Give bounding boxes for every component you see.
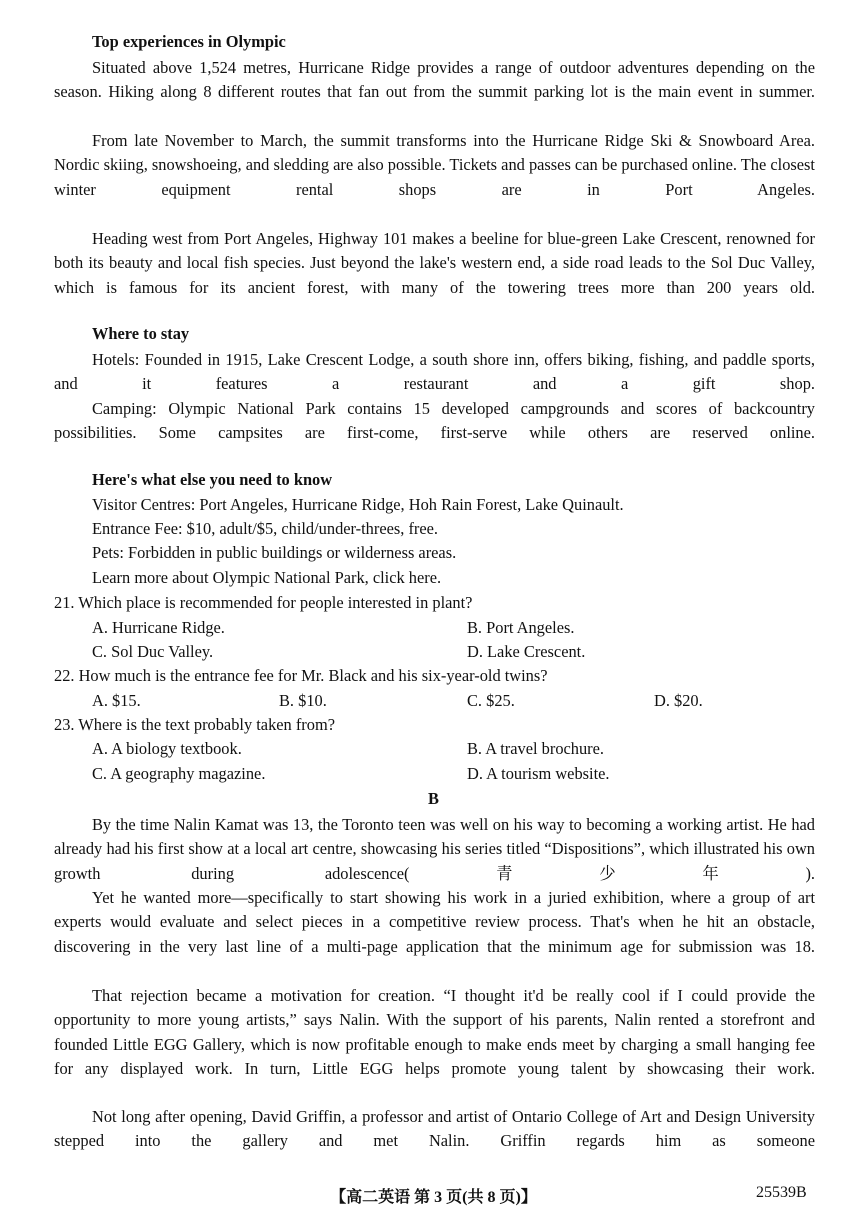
q21-option-c: C. Sol Duc Valley. xyxy=(92,642,214,661)
question-23-stem: 23. Where is the text probably taken from? xyxy=(54,715,335,734)
paragraph-hurricane-ridge: Situated above 1,524 metres, Hurricane Ridge provides a range of outdoor adventures depending on the season. Hiking along 8 different routes that fan out from the summit parking lot is the main event in summer. xyxy=(54,58,815,102)
paragraph-winter: From late November to March, the summit transforms into the Hurricane Ridge Ski & Snowboard Area. Nordic skiing, snowshoeing, and sledding are also possible. Tickets and passes can be purchased online. The closest winter equipment rental shops are in Port Angeles. xyxy=(54,131,815,199)
passage-b-title: B xyxy=(428,789,439,808)
q21-option-a: A. Hurricane Ridge. xyxy=(92,618,225,637)
passage-b-paragraph-2: Yet he wanted more—specifically to start showing his work in a juried exhibition, where a group of art experts would evaluate and select pieces in a competitive review process. That's when he hit an obstacle, discovering in the very last line of a multi-page application that the minimum age for submission was 18. xyxy=(54,888,815,956)
passage-b-paragraph-1: By the time Nalin Kamat was 13, the Toronto teen was well on his way to becoming a working artist. He had already had his first show at a local art centre, showcasing his series titled “Dispositions”, which illustrated his own growth during adolescence(青少年). xyxy=(54,815,815,883)
q23-option-c: C. A geography magazine. xyxy=(92,764,266,783)
visitor-centres: Visitor Centres: Port Angeles, Hurricane Ridge, Hoh Rain Forest, Lake Quinault. xyxy=(92,495,624,514)
heading-where-to-stay: Where to stay xyxy=(92,324,190,343)
passage-b-paragraph-3: That rejection became a motivation for creation. “I thought it'd be really cool if I could provide the opportunity to more young artists,” says Nalin. With the support of his parents, Nalin rented a storefront and founded Little EGG Gallery, which is now profitable enough to make ends meet by charging a small hanging fee for any displayed work. In turn, Little EGG helps promote young talent by showcasing their work. xyxy=(54,986,815,1079)
q22-option-b: B. $10. xyxy=(279,691,327,710)
question-21-stem: 21. Which place is recommended for people interested in plant? xyxy=(54,593,473,612)
q23-option-b: B. A travel brochure. xyxy=(467,739,605,758)
q23-option-a: A. A biology textbook. xyxy=(92,739,242,758)
passage-b-paragraph-4: Not long after opening, David Griffin, a professor and artist of Ontario College of Art and Design University stepped into the gallery and met Nalin. Griffin regards him as someone xyxy=(54,1107,815,1151)
q22-option-d: D. $20. xyxy=(654,691,703,710)
pets-info: Pets: Forbidden in public buildings or wilderness areas. xyxy=(92,543,457,562)
q23-option-d: D. A tourism website. xyxy=(467,764,610,783)
q22-option-a: A. $15. xyxy=(92,691,141,710)
paragraph-lake-crescent: Heading west from Port Angeles, Highway 101 makes a beeline for blue-green Lake Crescent, renowned for both its beauty and local fish species. Just beyond the lake's western end, a side road leads to the Sol Duc Valley, which is famous for its ancient forest, with many of the towering trees more than 200 years old. xyxy=(54,229,815,297)
q22-option-c: C. $25. xyxy=(467,691,515,710)
paragraph-hotels: Hotels: Founded in 1915, Lake Crescent Lodge, a south shore inn, offers biking, fishing, and paddle sports, and it features a restaurant and a gift shop. xyxy=(54,350,815,394)
q21-option-d: D. Lake Crescent. xyxy=(467,642,586,661)
heading-what-else: Here's what else you need to know xyxy=(92,470,333,489)
q21-option-b: B. Port Angeles. xyxy=(467,618,575,637)
heading-top-experiences: Top experiences in Olympic xyxy=(92,32,286,51)
paragraph-camping: Camping: Olympic National Park contains 15 developed campgrounds and scores of backcountry possibilities. Some campsites are first-come, first-serve while others are reserved online. xyxy=(54,399,815,443)
exam-code: 25539B xyxy=(756,1184,807,1201)
learn-more-link: Learn more about Olympic National Park, click here. xyxy=(92,568,442,587)
question-22-stem: 22. How much is the entrance fee for Mr. Black and his six-year-old twins? xyxy=(54,666,548,685)
page-footer-label: 【高二英语 第 3 页(共 8 页)】 xyxy=(330,1189,537,1206)
entrance-fee: Entrance Fee: $10, adult/$5, child/under-threes, free. xyxy=(92,519,439,538)
